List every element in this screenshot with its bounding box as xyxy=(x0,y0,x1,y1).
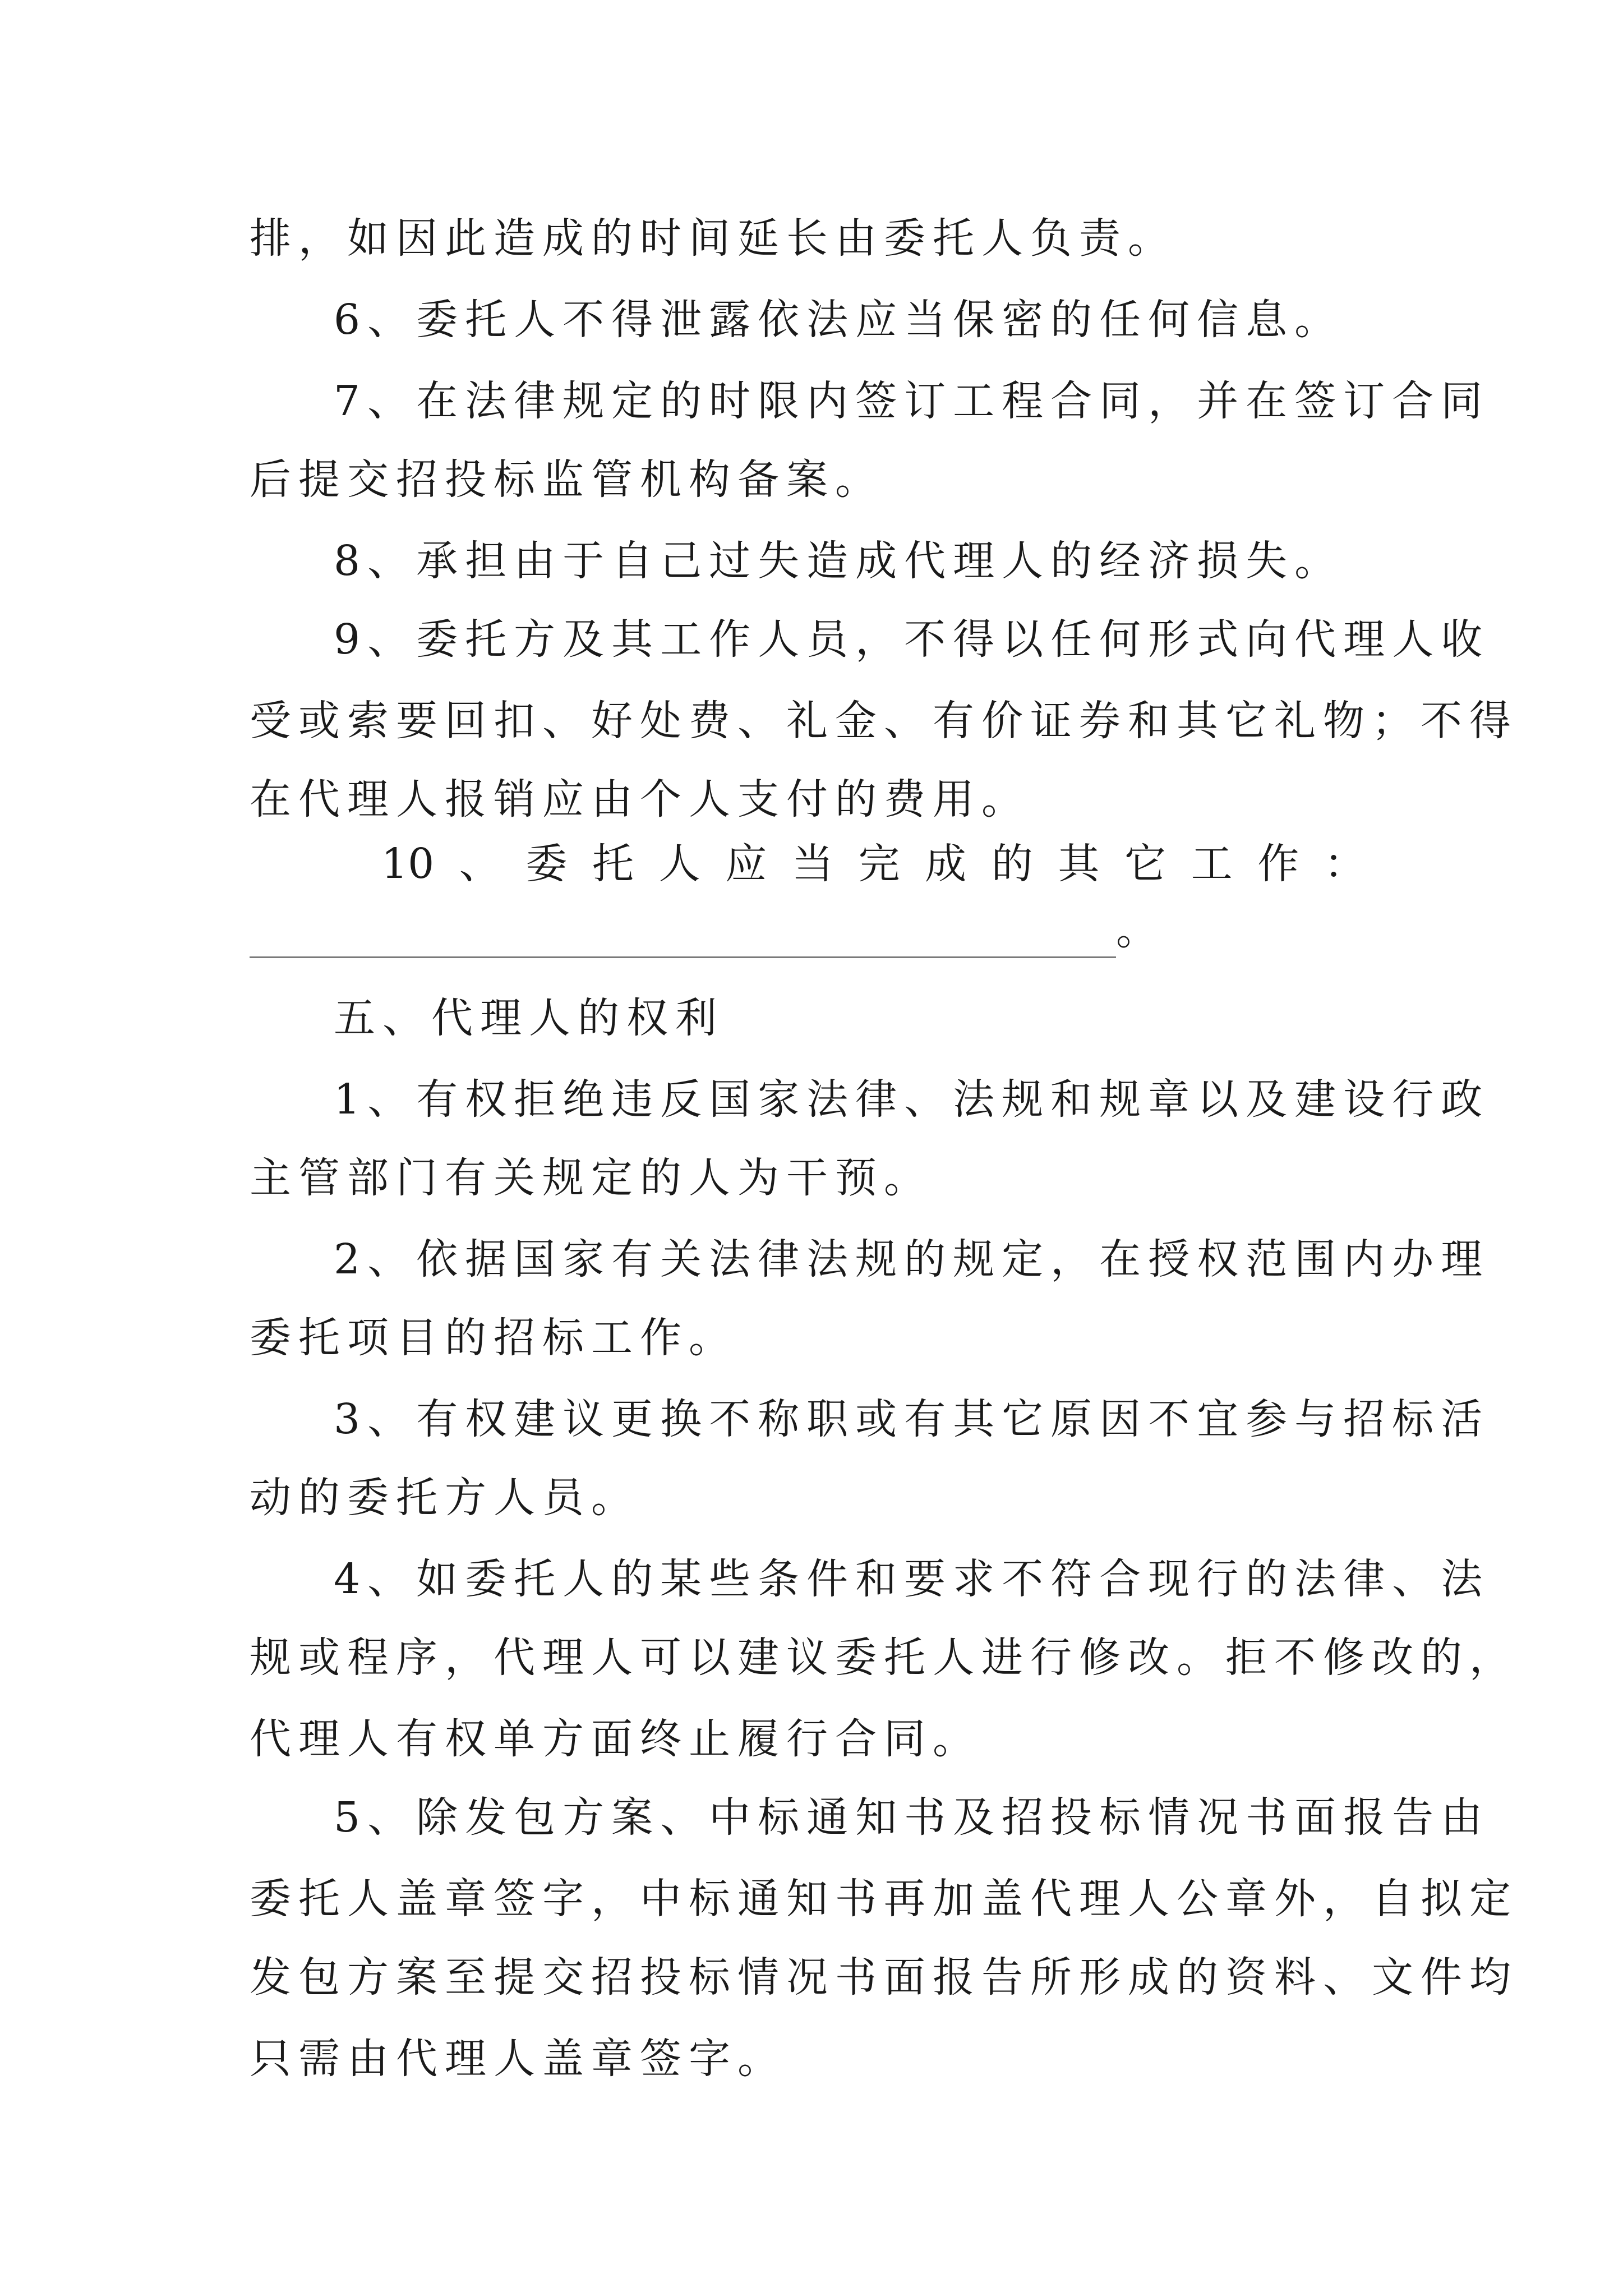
char: 10 xyxy=(381,840,435,888)
char: 委 xyxy=(525,840,568,888)
char: 完 xyxy=(858,840,900,888)
text-line: 动的委托方人员。 xyxy=(250,1474,640,1522)
text-line: 3、有权建议更换不称职或有其它原因不宜参与招标活 xyxy=(334,1395,1490,1443)
text-line: 主管部门有关规定的人为干预。 xyxy=(250,1154,933,1202)
text-line: 排，如因此造成的时间延长由委托人负责。 xyxy=(250,214,1177,263)
text-line: 只需由代理人盖章签字。 xyxy=(250,2035,786,2083)
char: 其 xyxy=(1058,840,1100,888)
text-line: 在代理人报销应由个人支付的费用。 xyxy=(250,775,1030,823)
text-line: 受或索要回扣、好处费、礼金、有价证券和其它礼物；不得 xyxy=(250,697,1518,745)
text-line: 后提交招投标监管机构备案。 xyxy=(250,455,884,504)
text-line: 代理人有权单方面终止履行合同。 xyxy=(250,1715,981,1763)
char: 工 xyxy=(1191,840,1233,888)
text-line: 规或程序，代理人可以建议委托人进行修改。拒不修改的， xyxy=(250,1634,1518,1682)
text-line: 2、依据国家有关法律法规的规定，在授权范围内办理 xyxy=(334,1235,1490,1283)
text-line: 8、承担由于自己过失造成代理人的经济损失。 xyxy=(334,537,1344,585)
char: 应 xyxy=(725,840,767,888)
char: 它 xyxy=(1124,840,1166,888)
char: 作 xyxy=(1257,840,1299,888)
text-line: 发包方案至提交招投标情况书面报告所形成的资料、文件均 xyxy=(250,1953,1518,2001)
text-line: 5、除发包方案、中标通知书及招投标情况书面报告由 xyxy=(334,1793,1490,1842)
char: 成 xyxy=(925,840,967,888)
text-line: 9、委托方及其工作人员，不得以任何形式向代理人收 xyxy=(334,615,1490,664)
char: 、 xyxy=(459,840,501,888)
char: 人 xyxy=(658,840,700,888)
text-line: 6、委托人不得泄露依法应当保密的任何信息。 xyxy=(334,296,1344,344)
text-line: 1、有权拒绝违反国家法律、法规和规章以及建设行政 xyxy=(334,1075,1490,1124)
char: ： xyxy=(1324,840,1366,888)
text-line: 委托人盖章签字，中标通知书再加盖代理人公章外，自拟定 xyxy=(250,1875,1518,1923)
blank-end-punct: 。 xyxy=(1116,906,1158,954)
text-line: 4、如委托人的某些条件和要求不符合现行的法律、法 xyxy=(334,1555,1490,1603)
section-heading: 五、代理人的权利 xyxy=(334,994,724,1042)
text-line: 委托项目的招标工作。 xyxy=(250,1314,737,1362)
char: 当 xyxy=(791,840,833,888)
char: 的 xyxy=(991,840,1033,888)
blank-underline xyxy=(250,919,1116,958)
text-line: 7、在法律规定的时限内签订工程合同，并在签订合同 xyxy=(334,377,1490,425)
fill-in-blank xyxy=(250,902,1158,958)
char: 托 xyxy=(592,840,634,888)
item10-line xyxy=(381,836,1366,892)
